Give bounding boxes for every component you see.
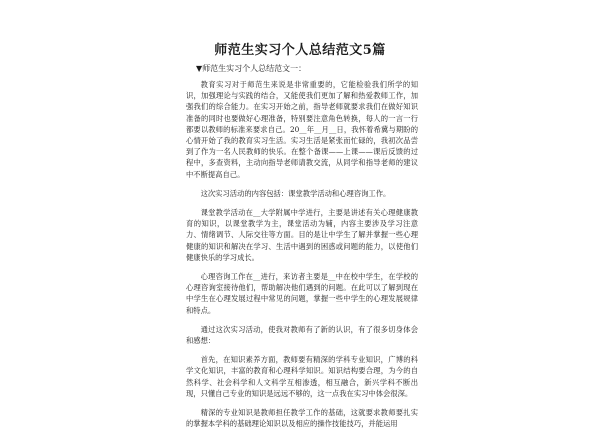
paragraph-classroom-teaching: 课堂教学活动在__大学附属中学进行，主要是讲述有关心理健康教育的知识，以课堂教学为主，课堂活动为辅，内容主要涉及学习注意力、情绪调节、人际交往等方面。目的是让中学生了解并掌握一些心理健康的知识和解决在学习、生活中遇到的困惑或问题的能力，以使他们健康快乐的学习成长。 [186, 208, 418, 262]
paragraph-counseling: 心理咨询工作在__进行，来访者主要是__中在校中学生，在学校的心理咨询室接待他们，帮助解决他们遇到的问题。在此可以了解到现在中学生在心理发展过程中常见的问题，掌握一些中学生的心理发展规律和特点。 [186, 272, 418, 315]
paragraph-intro: 教育实习对于师范生来说是非常重要的，它能检验我们所学的知识，加强理论与实践的结合，又能使我们更加了解和热爱教师工作，加强我们的综合能力。在实习开始之前，指导老师就要求我们在做好知识准备的同时也要做好心理准备，特别要注意角色转换，每人的一言一行都要以教师的标准来要求自己。20__年__月__日，我怀着希冀与期盼的心情开始了我的教育实习生活。实习生活是紧张而忙碌的，我初次品尝到了作为一名人民教师的快乐。在整个备课——上课——课后反馈的过程中，多查资料，主动向指导老师请教交流，从同学和指导老师的建议中不断提高自己。 [186, 80, 418, 179]
paragraph-contents: 这次实习活动的内容包括：课堂教学活动和心理咨询工作。 [200, 188, 391, 198]
paragraph-expertise: 精深的专业知识是教师担任教学工作的基础，这就要求教师要扎实的掌握本学科的基础理论知识以及相应的操作技能技巧，并能运用 [186, 408, 418, 429]
paragraph-reflection: 通过这次实习活动，使我对教师有了新的认识，有了很多切身体会和感想： [186, 324, 418, 346]
document-title: 师范生实习个人总结范文5篇 [214, 43, 386, 58]
document-body [186, 79, 418, 437]
section-heading: ▼师范生实习个人总结范文一： [196, 64, 307, 73]
paragraph-knowledge: 首先，在知识素养方面，教师要有精深的学科专业知识，广博的科学文化知识，丰富的教育和心理科学知识。知识结构要合理，为今的自然科学、社会科学和人文科学互相渗透，相互融合，新兴学科不断出现，只懂自己专业的知识是远远不够的，这一点我在实习中体会很深。 [186, 355, 418, 398]
